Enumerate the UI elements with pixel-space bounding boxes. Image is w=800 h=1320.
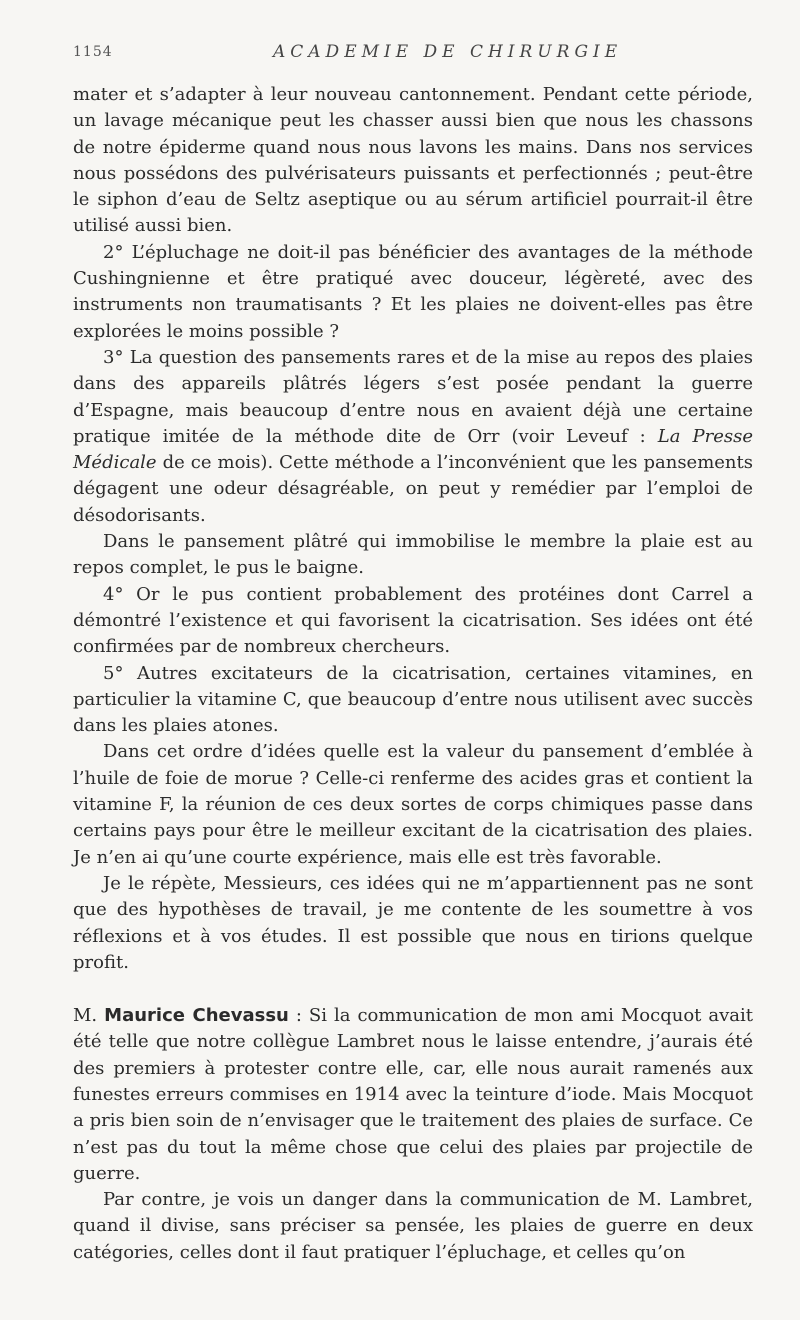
speaker-name: Maurice Chevassu <box>104 1005 289 1027</box>
paragraph: Dans le pansement plâtré qui immobilise le membre la plaie est au repos complet, le pus le baigne. <box>73 531 753 579</box>
paragraph: Dans cet ordre d’idées quelle est la valeur du pansement d’emblée à l’huile de foie de morue ? Celle-ci renferme des acides gras et contient la vitamine F, la réunion de ces deux sortes de corps chimiques passe dans certains pays pour être le meilleur excitant de la cicatrisation des plaies. Je n’en ai qu’une courte expérience, mais elle est très favorable. <box>73 741 753 868</box>
journal-title: La Presse Médicale <box>73 425 753 474</box>
paragraph: 3° La question des pansements rares et de la mise au repos des plaies dans des appareils plâtrés légers s’est posée pendant la guerre d’Espagne, mais beaucoup d’entre nous en avaient déjà une certaine pratique imitée de la méthode dite de Orr (voir Leveuf : La Presse Médicale de ce mois). Cette méthode a l’inconvénient que les pansements dégagent une odeur désagréable, on peut y remédier par l’emploi de désodorisants. <box>73 346 753 526</box>
paragraph: Par contre, je vois un danger dans la communication de M. Lambret, quand il divise, sans préciser sa pensée, les plaies de guerre en deux catégories, celles dont il faut pratiquer l’épluchage, et celles qu’on <box>73 1189 753 1263</box>
paragraph: mater et s’adapter à leur nouveau cantonnement. Pendant cette période, un lavage mécanique peut les chasser aussi bien que nous les chassons de notre épiderme quand nous nous lavons les mains. Dans nos services nous possédons des pulvérisateurs puissants et perfectionnés ; peut-être le siphon d’eau de Seltz aseptique ou au sérum artificiel pourrait-il être utilisé aussi bien. <box>73 84 753 237</box>
page-number: 1154 <box>73 44 113 60</box>
speaker-paragraph: M. Maurice Chevassu : Si la communication de mon ami Mocquot avait été telle que notre collègue Lambret nous le laisse entendre, j’aurais été des premiers à protester contre elle, car, elle nous aurait ramenés aux funestes erreurs commises en 1914 avec la teinture d’iode. Mais Mocquot a pris bien soin de n’envisager que le traitement des plaies de surface. Ce n’est pas du tout la même chose que celui des plaies par projectile de guerre. <box>73 1005 753 1184</box>
page-header <box>73 44 760 68</box>
paragraph: 5° Autres excitateurs de la cicatrisation, certaines vitamines, en particulier la vitamine C, que beaucoup d’entre nous utilisent avec succès dans les plaies atones. <box>73 662 753 737</box>
paragraph: Je le répète, Messieurs, ces idées qui ne m’appartiennent pas ne sont que des hypothèses de travail, je me contente de les soumettre à vos réflexions et à vos études. Il est possible que nous en tirions quelque profit. <box>73 872 753 973</box>
article-body <box>73 82 753 1266</box>
paragraph: 4° Or le pus contient probablement des protéines dont Carrel a démontré l’existence et qui favorisent la cicatrisation. Ses idées ont été confirmées par de nombreux chercheurs. <box>73 583 753 658</box>
running-title: ACADEMIE DE CHIRURGIE <box>273 42 623 62</box>
paragraph: 2° L’épluchage ne doit-il pas bénéficier des avantages de la méthode Cushingnienne et être pratiqué avec douceur, légèreté, avec des instruments non traumatisants ? Et les plaies ne doivent-elles pas être explorées le moins possible ? <box>73 241 753 342</box>
